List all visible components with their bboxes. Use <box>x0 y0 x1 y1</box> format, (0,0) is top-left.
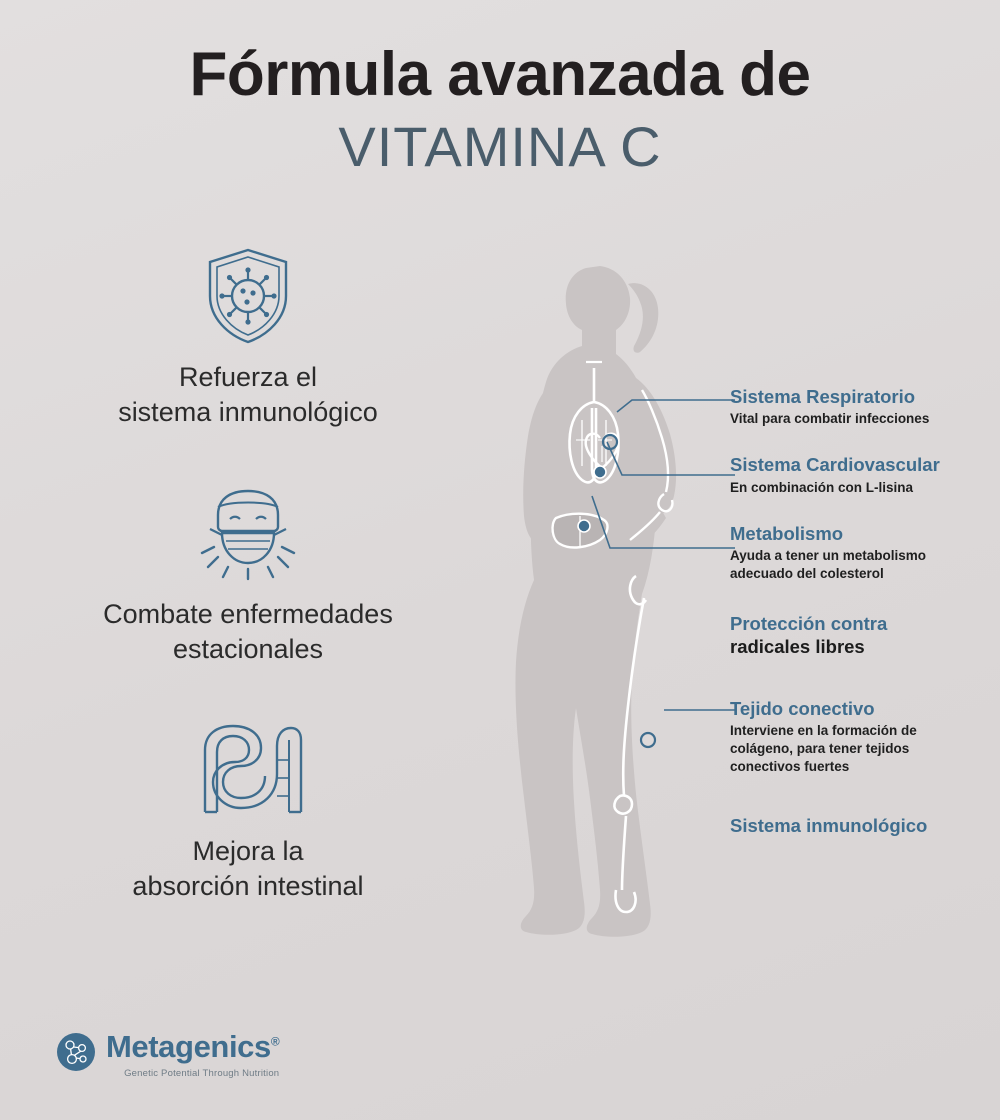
callout-list <box>730 386 990 859</box>
callout-desc-tejido-line1: Interviene en la formación de <box>730 723 917 738</box>
page-title <box>0 42 1000 179</box>
callout-title-tejido: Tejido conectivo <box>730 697 875 719</box>
logo-name <box>106 1028 280 1064</box>
leader-line-metabolismo <box>592 496 735 548</box>
sneezing-face-mask-icon <box>38 485 458 581</box>
feature-list <box>38 248 458 959</box>
title-line-1: Fórmula avanzada de <box>189 40 811 109</box>
feature-label-absorption <box>38 834 458 903</box>
logo-text <box>106 1028 280 1079</box>
callout-tejido-conectivo <box>730 698 990 777</box>
feature-item-immune <box>38 248 458 429</box>
feature-label-absorption-line1: Mejora la <box>192 836 304 867</box>
callout-desc-metabolismo-line2: adecuado del colesterol <box>730 566 884 582</box>
callout-metabolismo <box>730 523 990 584</box>
brand-logo <box>56 1028 280 1079</box>
title-line-2: VITAMINA C <box>338 115 662 179</box>
callout-desc-metabolismo <box>730 547 990 583</box>
intestine-icon <box>38 722 458 818</box>
callout-desc-cardiovascular: En combinación con L-lisina <box>730 479 914 495</box>
feature-item-seasonal <box>38 485 458 666</box>
logo-tagline: Genetic Potential Through Nutrition <box>124 1067 280 1079</box>
callout-title-cardiovascular: Sistema Cardiovascular <box>730 454 940 476</box>
callout-desc-tejido-line2: colágeno, para tener tejidos <box>730 741 910 757</box>
callout-title-radicales-line2 <box>730 636 990 658</box>
leader-line-cardiovascular <box>607 442 735 475</box>
callout-title-inmunologico: Sistema inmunológico <box>730 814 928 836</box>
callout-desc-tejido <box>730 722 990 777</box>
logo-trademark: ® <box>270 1034 280 1049</box>
shield-virus-icon <box>38 248 458 344</box>
feature-label-absorption-line2: absorción intestinal <box>132 870 364 901</box>
callout-sistema-inmunologico <box>730 815 990 837</box>
callout-title-metabolismo: Metabolismo <box>730 522 844 544</box>
feature-label-immune <box>38 360 458 429</box>
logo-name-text: Metagenics <box>106 1028 271 1064</box>
feature-item-absorption <box>38 722 458 903</box>
callout-sistema-respiratorio <box>730 386 990 428</box>
callout-desc-metabolismo-line1: Ayuda a tener un metabolismo <box>730 548 927 563</box>
callout-title-radicales-line1: Protección contra <box>730 613 888 635</box>
callout-title-radicales-line2-text: radicales libres <box>730 635 865 657</box>
callout-sistema-cardiovascular <box>730 454 990 496</box>
feature-label-immune-line1: Refuerza el <box>178 362 318 392</box>
callout-title-respiratorio: Sistema Respiratorio <box>730 386 916 407</box>
callout-radicales-libres <box>730 613 990 657</box>
leader-line-respiratory <box>617 400 735 412</box>
callout-desc-respiratorio: Vital para combatir infecciones <box>730 411 930 427</box>
feature-label-seasonal-line2: estacionales <box>172 633 324 664</box>
feature-label-immune-line2: sistema inmunológico <box>118 396 378 427</box>
feature-label-seasonal <box>38 597 458 666</box>
callout-desc-tejido-line3: conectivos fuertes <box>730 759 850 775</box>
feature-label-seasonal-line1: Combate enfermedades <box>103 599 393 630</box>
metagenics-molecule-icon <box>56 1032 96 1077</box>
